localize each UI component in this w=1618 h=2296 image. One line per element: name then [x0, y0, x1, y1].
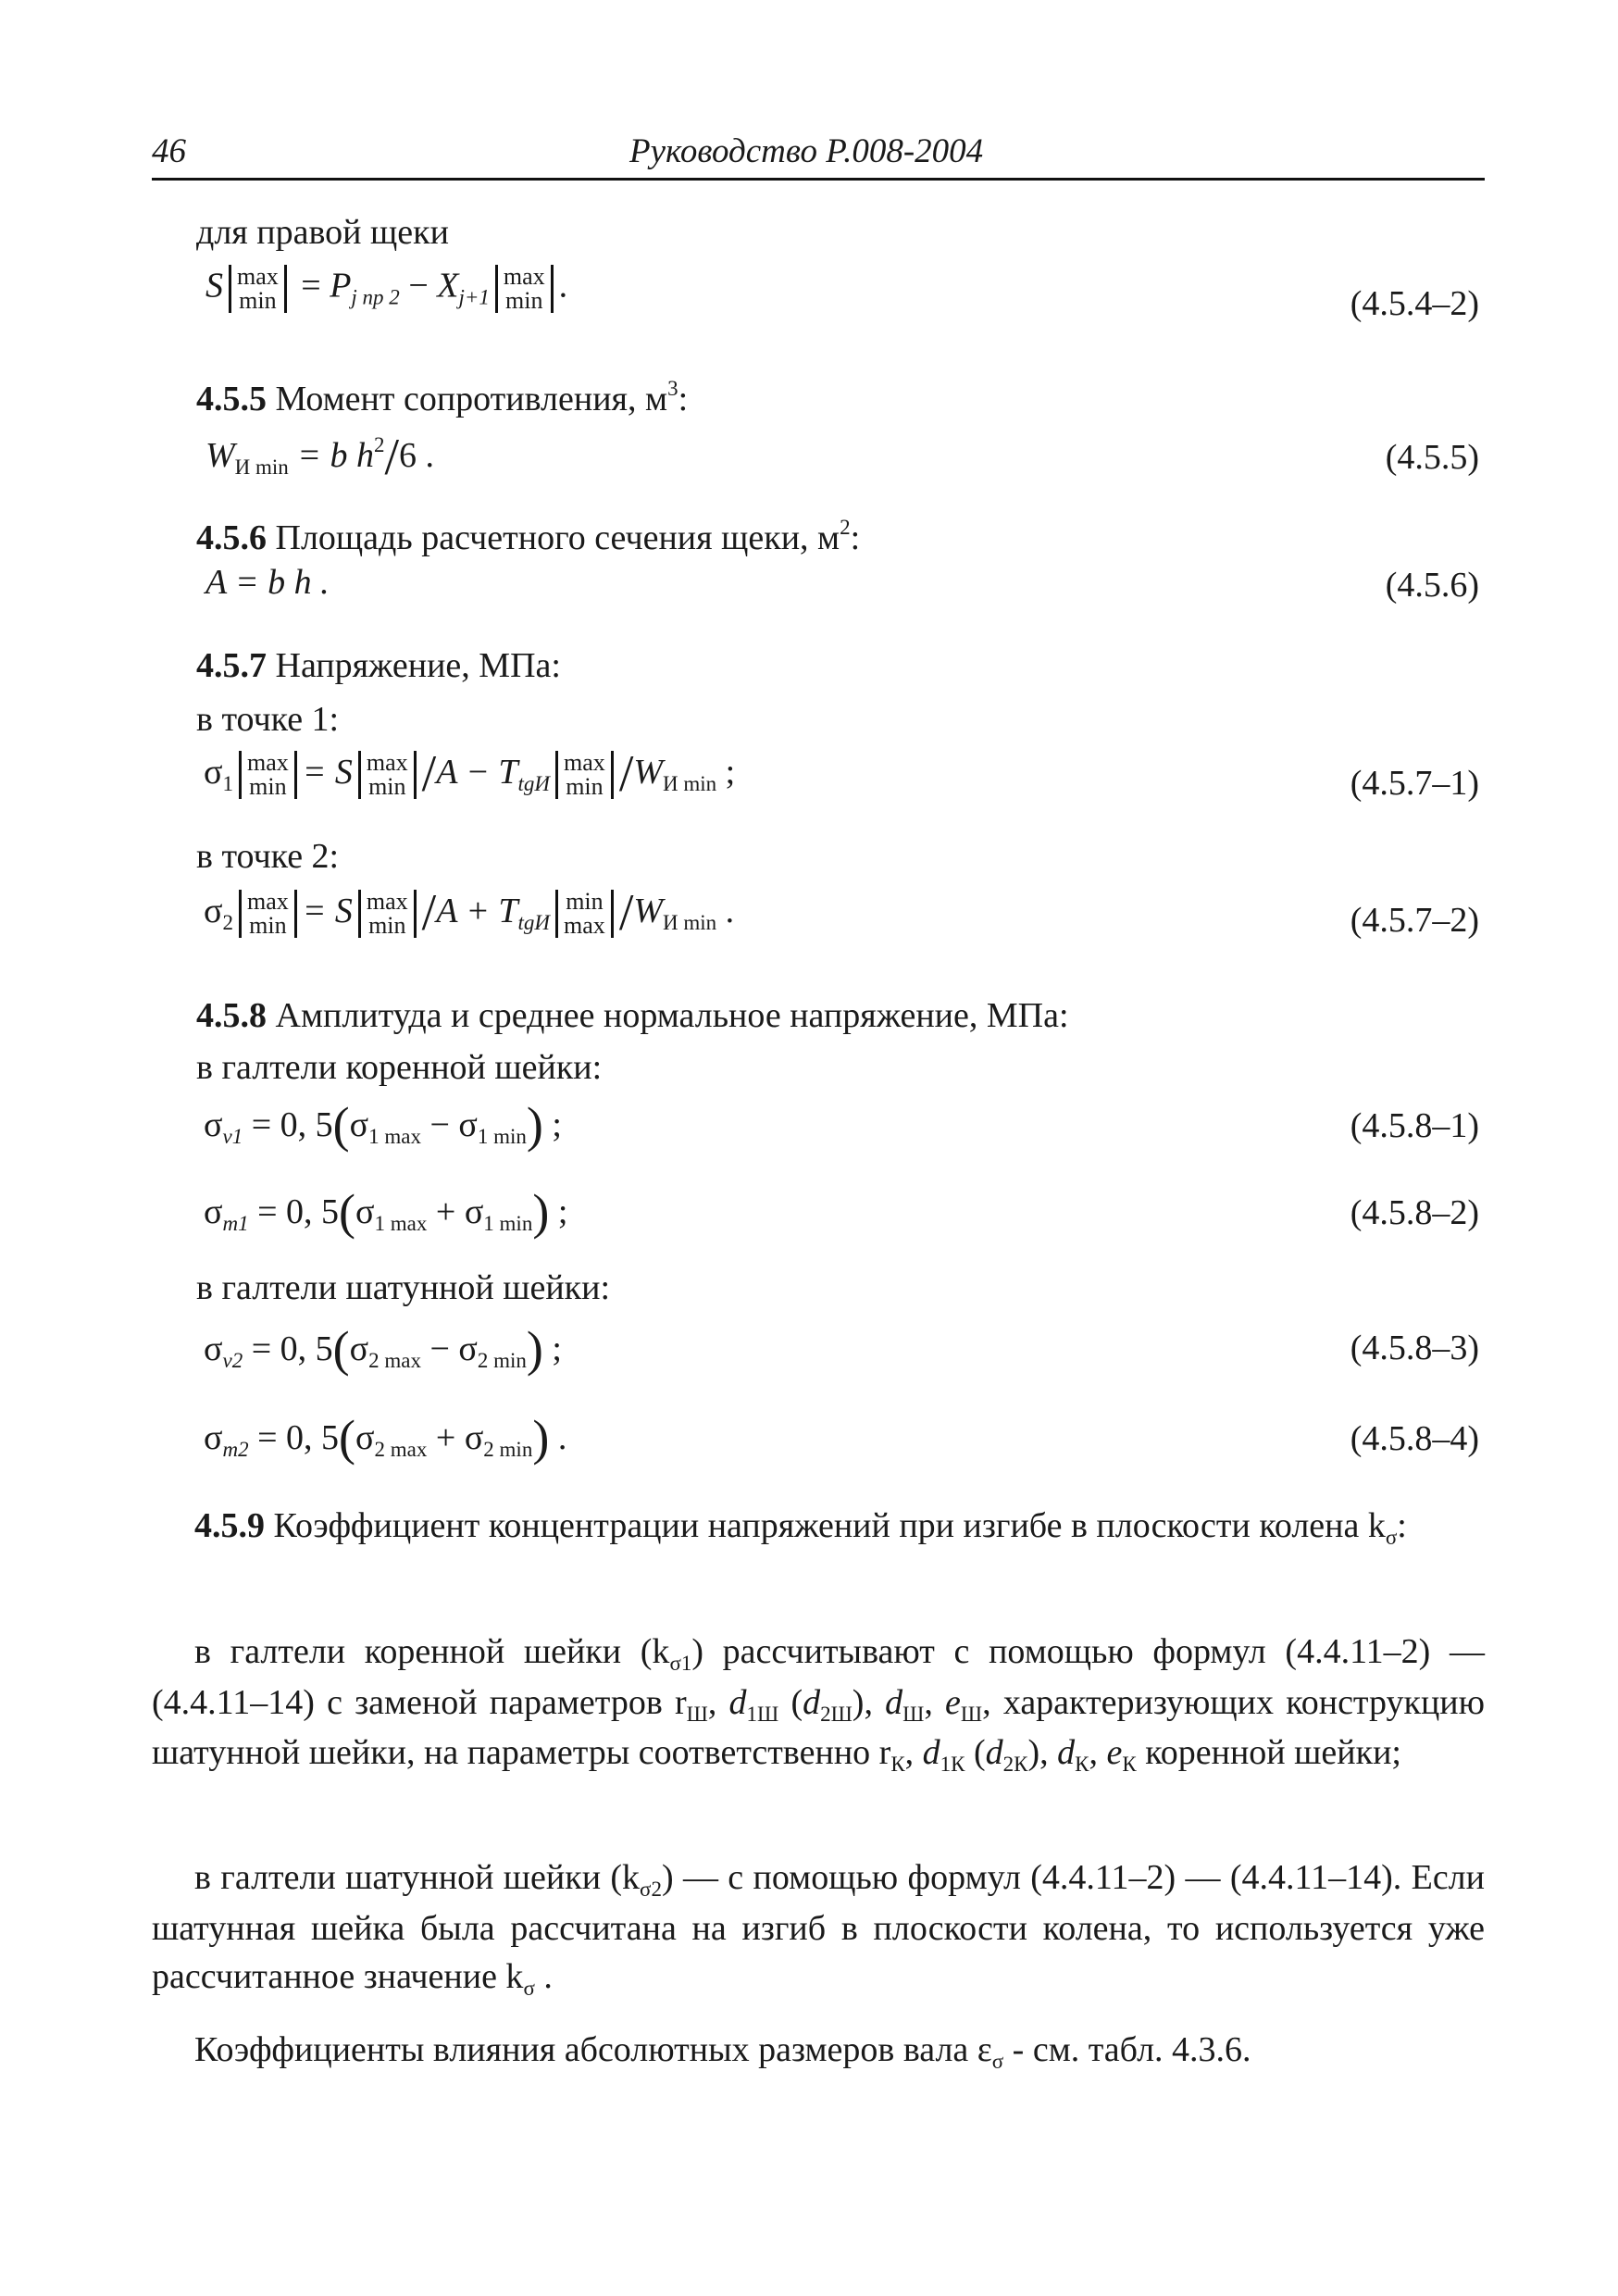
sigma-sub: 1 max	[374, 1212, 428, 1235]
formula-text: A = b h .	[205, 563, 330, 602]
right-paren: )	[532, 1184, 550, 1240]
rod-journal-label: в галтели шатунной шейки:	[196, 1268, 611, 1307]
d-sub: 2К	[1002, 1753, 1028, 1776]
limit-min: min	[368, 912, 406, 940]
e-sub: Ш	[960, 1702, 983, 1726]
terminator: .	[557, 1418, 567, 1457]
eq-number-4-5-6: (4.5.6)	[1385, 566, 1479, 605]
d-sub: 1К	[940, 1753, 965, 1776]
d-sub: 1Ш	[746, 1702, 779, 1726]
p-var: P	[330, 266, 352, 306]
e-var: e	[945, 1682, 961, 1722]
w-var: W	[633, 892, 664, 930]
operator: +	[435, 1192, 456, 1231]
k-sub: σ	[523, 1976, 535, 2000]
bar-limits	[229, 265, 287, 313]
formula-4-5-8-3	[204, 1321, 562, 1377]
right-paren: )	[532, 1410, 550, 1466]
sigma-symbol: σ	[458, 1329, 478, 1368]
eq-number-4-5-5: (4.5.5)	[1385, 438, 1479, 477]
limit-min: min	[505, 287, 543, 314]
bar-limits	[239, 751, 297, 799]
x-var: X	[437, 266, 459, 306]
p1-rest2: , характеризующих конструкцию шатунной шейки, на параметры соответственно r	[152, 1682, 1486, 1772]
formula-4-5-8-1	[204, 1097, 562, 1153]
slash: /	[384, 429, 400, 486]
coefficient: = 0, 5	[257, 1418, 340, 1457]
minus-sign: −	[408, 266, 429, 306]
section-number: 4.5.8	[196, 996, 267, 1035]
sigma-symbol: σ	[204, 1418, 223, 1457]
w-var: W	[633, 753, 664, 792]
sigma-symbol: σ	[349, 1329, 369, 1368]
sigma-sub: 1 max	[368, 1125, 421, 1148]
limit-max: max	[246, 888, 289, 916]
operator: −	[429, 1329, 450, 1368]
d-sub: К	[1075, 1753, 1089, 1776]
coefficient: = 0, 5	[251, 1329, 333, 1368]
p-sub: j пр 2	[351, 285, 400, 309]
colon: :	[850, 518, 861, 557]
coefficient: = 0, 5	[251, 1105, 333, 1144]
eq-number-4-5-4-2: (4.5.4–2)	[1350, 284, 1479, 323]
w-sub: И min	[234, 455, 289, 479]
limit-min: min	[566, 773, 604, 801]
section-text: Амплитуда и среднее нормальное напряжение, МПа:	[267, 996, 1069, 1035]
eq-number-4-5-8-4: (4.5.8–4)	[1350, 1419, 1479, 1458]
d-sub: Ш	[902, 1702, 925, 1726]
sigma-symbol: σ	[204, 753, 223, 792]
limit-min: min	[249, 773, 287, 801]
limit-max: max	[564, 912, 605, 940]
p3-rest: - см. табл. 4.3.6.	[1003, 2030, 1251, 2069]
paragraph-rod-journal	[152, 1853, 1485, 2003]
p1-rest: ) рассчитывают с помощью формул (4.4.11–2) —(4.4.11–14) с заменой параметров r	[152, 1632, 1485, 1722]
formula-4-5-7-1	[204, 745, 736, 803]
limit-max: max	[366, 888, 408, 916]
operator: −	[429, 1105, 450, 1144]
terminator: ;	[552, 1105, 562, 1144]
formula-4-5-7-2	[204, 884, 735, 942]
section-text: Коэффициент концентрации напряжений при изгибе в плоскости колена k	[265, 1506, 1386, 1545]
p3-text: Коэффициенты влияния абсолютных размеров вала ε	[194, 2030, 992, 2069]
sigma-sub: 2 min	[477, 1349, 527, 1372]
limit-min: min	[368, 773, 406, 801]
p2-end: .	[534, 1956, 553, 1996]
d-var: d	[1057, 1733, 1076, 1772]
formula-rhs: = b h	[297, 436, 374, 475]
section-4-5-7	[196, 648, 561, 683]
coefficient: = 0, 5	[257, 1192, 340, 1231]
slash: /	[618, 884, 634, 942]
bar-limits	[239, 890, 297, 938]
p2-rest: ) — с помощью формул (4.4.11–2) — (4.4.11–14). Если шатунная шейка была рассчитана на изгиб в плоскости колена, то используется уже рассчитанное значение k	[152, 1858, 1485, 1996]
section-text: Момент сопротивления, м	[267, 380, 668, 418]
sigma-symbol: σ	[204, 1192, 223, 1231]
bar-limits	[555, 751, 614, 799]
sigma-symbol: σ	[458, 1105, 478, 1144]
left-paren: (	[332, 1321, 350, 1377]
sigma-sub: 1 min	[483, 1212, 533, 1235]
left-paren: (	[339, 1184, 356, 1240]
header-rule	[152, 178, 1485, 181]
a-minus-t: A − T	[436, 753, 518, 792]
w-sub: И min	[663, 772, 717, 795]
left-paren: (	[332, 1097, 350, 1153]
slash: /	[421, 884, 437, 942]
eq-s: = S	[302, 892, 353, 930]
limit-max: max	[246, 749, 289, 777]
section-4-5-8	[196, 998, 1069, 1033]
eq-number-4-5-7-1: (4.5.7–1)	[1350, 764, 1479, 803]
k-sub: σ2	[640, 1878, 662, 1901]
sigma-sub: 2 max	[374, 1438, 428, 1461]
p1-text: в галтели коренной шейки (k	[194, 1632, 670, 1671]
p1-end: коренной шейки;	[1136, 1733, 1401, 1772]
limit-max: max	[237, 263, 279, 290]
bar-limits	[555, 890, 614, 938]
w-sub: И min	[663, 911, 717, 934]
period: .	[558, 266, 568, 306]
w-var: W	[205, 436, 235, 475]
formula-4-5-8-2	[204, 1184, 568, 1240]
section-number: 4.5.7	[196, 646, 267, 685]
right-paren: )	[526, 1321, 543, 1377]
sigma-symbol: σ	[464, 1192, 484, 1231]
section-4-5-5	[196, 378, 688, 417]
sigma-symbol: σ	[464, 1418, 484, 1457]
section-4-5-6	[196, 517, 860, 555]
limit-min: min	[566, 888, 604, 916]
period: .	[725, 892, 735, 930]
section-number: 4.5.9	[194, 1506, 265, 1545]
section-number: 4.5.6	[196, 518, 267, 557]
d-var: d	[985, 1733, 1003, 1772]
sigma-sub: 2 max	[368, 1349, 421, 1372]
sigma-sub: m2	[222, 1438, 249, 1461]
colon: :	[1397, 1506, 1407, 1545]
point2-label: в точке 2:	[196, 837, 340, 876]
unit-exponent: 2	[840, 516, 851, 539]
t-sub: tgИ	[517, 911, 551, 934]
sigma-symbol: σ	[204, 892, 223, 930]
d-sub: 2Ш	[820, 1702, 853, 1726]
point1-label: в точке 1:	[196, 700, 340, 739]
running-title: Руководство Р.008-2004	[629, 132, 984, 170]
e-var: e	[1106, 1733, 1123, 1772]
p2-text: в галтели шатунной шейки (k	[194, 1858, 641, 1897]
sigma-sub: v1	[222, 1125, 243, 1148]
sigma-sub: 1	[222, 772, 233, 795]
limit-max: max	[366, 749, 408, 777]
sigma-symbol: σ	[349, 1105, 369, 1144]
e-sub: К	[1122, 1753, 1137, 1776]
sigma-symbol: σ	[355, 1192, 375, 1231]
limit-min: min	[249, 912, 287, 940]
section-text: Напряжение, МПа:	[267, 646, 561, 685]
eq-number-4-5-8-3: (4.5.8–3)	[1350, 1329, 1479, 1367]
bar-limits	[358, 751, 417, 799]
terminator: ;	[557, 1192, 568, 1231]
s-var: S	[205, 266, 223, 306]
limit-max: max	[503, 263, 545, 290]
formula-tail: 6 .	[399, 436, 435, 475]
eq-s: = S	[302, 753, 353, 792]
eq-sign: =	[301, 266, 321, 306]
d-var: d	[922, 1733, 940, 1772]
eq-number-4-5-8-1: (4.5.8–1)	[1350, 1106, 1479, 1145]
limit-max: max	[564, 749, 605, 777]
x-sub: j+1	[458, 285, 490, 309]
d-var: d	[803, 1682, 821, 1722]
sigma-sub: 2 min	[483, 1438, 533, 1461]
formula-4-5-6	[205, 565, 330, 600]
page-number: 46	[152, 132, 186, 170]
exponent: 2	[373, 433, 385, 456]
sigma-symbol: σ	[355, 1418, 375, 1457]
r-sub: Ш	[686, 1702, 708, 1726]
formula-4-5-4-2	[205, 265, 567, 313]
slash: /	[421, 745, 437, 803]
sigma-symbol: σ	[204, 1329, 223, 1368]
t-sub: tgИ	[517, 772, 551, 795]
formula-4-5-5	[205, 429, 435, 486]
bar-limits	[358, 890, 417, 938]
paragraph-size-factors	[152, 2026, 1485, 2077]
sigma-sub: 2	[222, 911, 233, 934]
operator: +	[435, 1418, 456, 1457]
r-sub: К	[890, 1753, 905, 1776]
sigma-symbol: σ	[204, 1105, 223, 1144]
formula-4-5-8-4	[204, 1410, 567, 1466]
k-sub: σ1	[669, 1652, 692, 1675]
limit-min: min	[239, 287, 277, 314]
sigma-sub: 1 min	[477, 1125, 527, 1148]
sigma-sub: m1	[222, 1212, 249, 1235]
left-paren: (	[339, 1410, 356, 1466]
epsilon-sub: σ	[991, 2050, 1004, 2073]
d-var: d	[728, 1682, 747, 1722]
semicolon: ;	[725, 753, 736, 792]
section-text: Площадь расчетного сечения щеки, м	[267, 518, 840, 557]
intro-text: для правой щеки	[196, 213, 449, 252]
root-journal-label: в галтели коренной шейки:	[196, 1048, 603, 1087]
d-var: d	[885, 1682, 903, 1722]
section-number: 4.5.5	[196, 380, 267, 418]
terminator: ;	[552, 1329, 562, 1368]
colon: :	[678, 380, 689, 418]
section-4-5-9	[152, 1502, 1485, 1553]
a-plus-t: A + T	[436, 892, 518, 930]
eq-number-4-5-8-2: (4.5.8–2)	[1350, 1193, 1479, 1232]
eq-number-4-5-7-2: (4.5.7–2)	[1350, 901, 1479, 940]
sigma-sub: v2	[222, 1349, 243, 1372]
right-paren: )	[526, 1097, 543, 1153]
unit-exponent: 3	[667, 377, 678, 400]
k-sub: σ	[1385, 1526, 1398, 1549]
slash: /	[618, 745, 634, 803]
bar-limits	[495, 265, 554, 313]
paragraph-root-journal: в галтели коренной шейки $(k_{\sigma 1})$ рассчитывают с помощью формул (4.4.11–2) —(4.4.11–14) с заменой параметров $r_Ш$, $d_{1Ш}$ $(d_{2Ш})$, $d_Ш$, $e_Ш$, характеризующих конструкцию шатунной шейки, на параметры соответственно $r_К$, $d_{1К}$ $(d_{2К})$, $d_К$, $e_К$ коренной шейки;	[152, 1632, 1486, 1776]
